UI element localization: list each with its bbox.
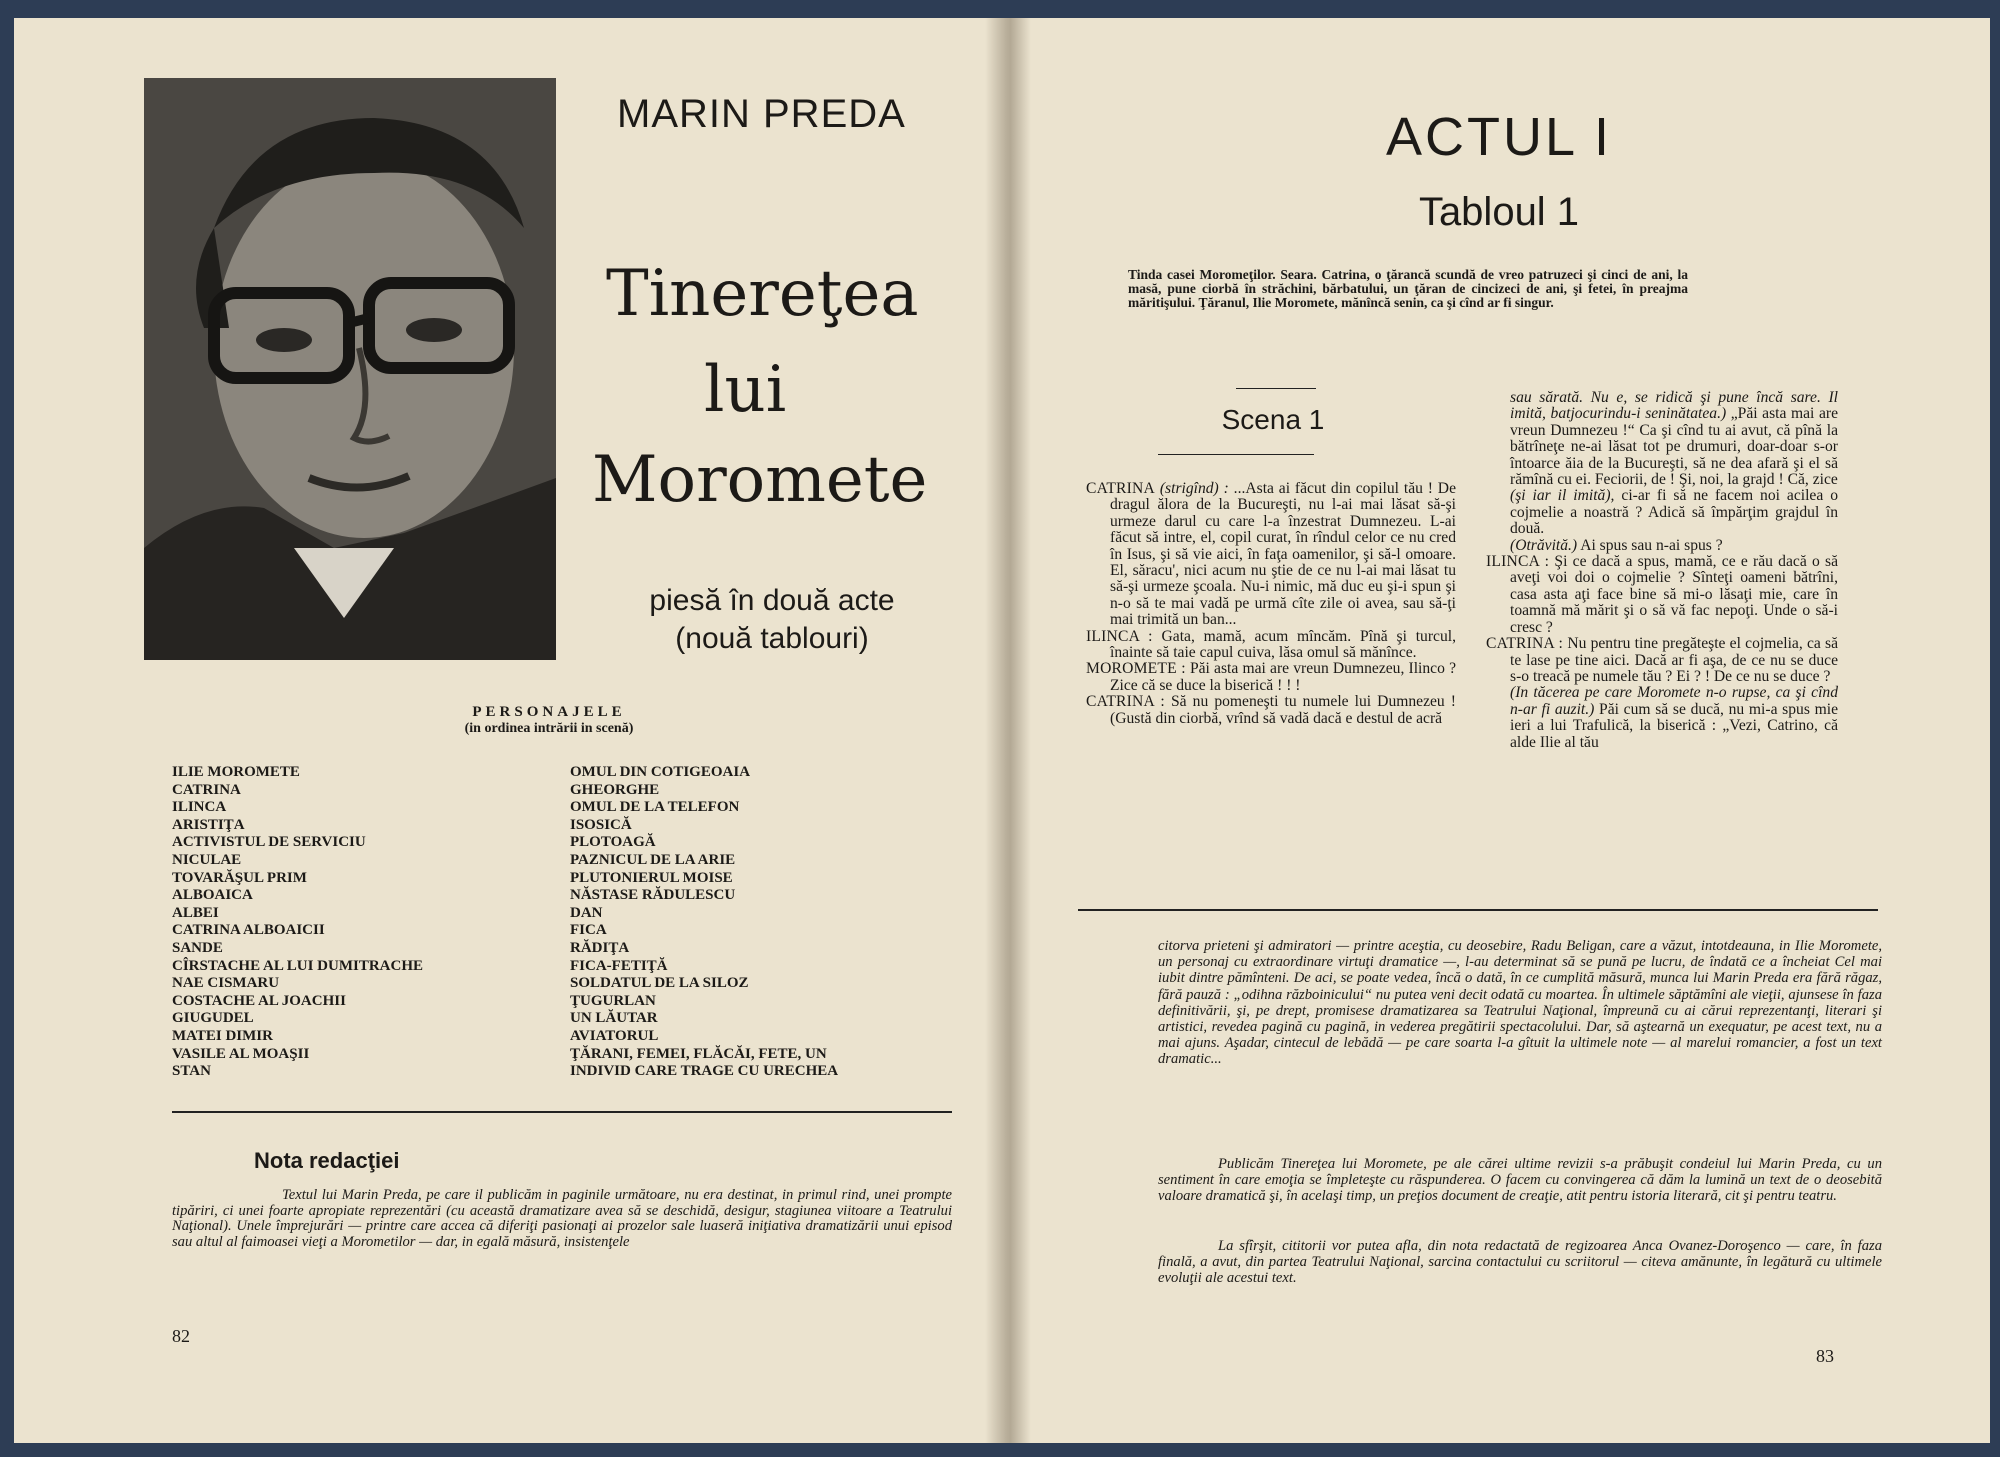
cast-member: AVIATORUL	[570, 1027, 659, 1044]
title-line-2: lui	[704, 353, 787, 427]
dialog-block	[1086, 661, 1456, 694]
personaje-heading: PERSONAJELE	[472, 704, 626, 720]
dialog-text: Nu pentru tine pregăteşte el cojmelia, ca să te lase pe tine aici. Dacă ar fi aşa, de ce nu se duce s-o treacă pe numele tău ? Ei ? ! De ce nu se duce ?	[1510, 635, 1839, 685]
dialog-speaker: CATRINA :	[1086, 693, 1165, 711]
cast-member: RĂDIŢA	[570, 939, 630, 956]
cast-member: MATEI DIMIR	[172, 1027, 273, 1044]
page-number-left: 82	[172, 1326, 190, 1346]
cast-column-2	[570, 764, 990, 1081]
dialog-text: Păi asta mai are vreun Dumnezeu, Ilinco ? Zice că se duce la biserică ! ! !	[1110, 660, 1457, 694]
cast-member: OMUL DIN COTIGEOAIA	[570, 764, 751, 780]
cast-member: ILIE MOROMETE	[172, 764, 300, 780]
dialog-text: Şi ce dacă a spus, mamă, ce e rău dacă o să aveţi voi doi o cojmelie ? Sînteţi oameni bătrîni, casa asta aţi face bine să mi-o lăsaţi mie, care în toamnă mă mărit şi o să vă fac nepoţi. Unde o să-i cresc ?	[1510, 553, 1838, 636]
cast-member: SOLDATUL DE LA SILOZ	[570, 975, 749, 992]
cast-member: FICA	[570, 922, 607, 939]
dialog-block	[1486, 636, 1838, 685]
dialog-text: Ai spus sau n-ai spus ?	[1580, 536, 1723, 554]
cast-member: FICA-FETIŢĂ	[570, 957, 668, 974]
scena-rule-bottom	[1158, 454, 1314, 455]
dialog-column-2	[1486, 390, 1838, 751]
dialog-speaker: ILINCA :	[1086, 627, 1153, 645]
dialog-speaker: CATRINA	[1086, 480, 1155, 497]
cast-member: CATRINA	[172, 781, 241, 798]
cast-member: SANDE	[172, 939, 223, 956]
dialog-block	[1486, 685, 1838, 751]
title-line-3: Moromete	[592, 443, 928, 517]
right-page	[1008, 18, 1990, 1443]
cast-member: NICULAE	[172, 851, 242, 868]
cast-member: OMUL DE LA TELEFON	[570, 799, 740, 816]
cast-member: ALBEI	[172, 904, 219, 921]
dialog-text: Păi cum să se ducă, nu mi-a spus mie ieri a lui Trafulică, la biserică : „Vezi, Catrino, că alde Ilie al tău	[1510, 700, 1838, 751]
dialog-text: Să nu pomeneşti tu numele lui Dumnezeu ! (Gustă din ciorbă, vrînd să vadă dacă e destul de acră	[1110, 693, 1456, 727]
note-title: Nota redacţiei	[254, 1148, 400, 1173]
dialog-block	[1086, 694, 1456, 727]
subtitle-line-1: piesă în două acte	[649, 584, 895, 617]
cast-member: STAN	[172, 1063, 211, 1080]
scena-rule-top	[1236, 388, 1316, 389]
cast-member: COSTACHE AL JOACHII	[172, 992, 346, 1009]
cast-member: ISOSICĂ	[570, 816, 632, 833]
note-text: Textul lui Marin Preda, pe care il publicăm in paginile următoare, nu era destinat, in primul rind, unei prompte tipăriri, ci unei foarte apropiate reprezentări (cu această dramatizare avea să se deschidă, desigur, stagiunea viitoare a Teatrului Naţional). Unele împrejurări — printre care accea că diferiţi pasionaţi ai prozelor sale luaseră iniţiativa dramatizării unui episod sau altul al faimoasei vieţi a Morometilor — dar, in egală măsură, insistenţele	[172, 1187, 952, 1250]
dialog-block	[1486, 538, 1838, 554]
author-portrait	[144, 78, 556, 660]
dialog-speaker: ILINCA :	[1486, 553, 1550, 571]
cast-member: GIUGUDEL	[172, 1010, 254, 1027]
cast-member: ARISTIŢA	[172, 816, 245, 833]
cast-member: PLUTONIERUL MOISE	[570, 869, 733, 886]
act-heading: ACTUL I	[1385, 107, 1613, 167]
cast-member: DAN	[570, 904, 603, 921]
dialog-text: „Păi asta mai are vreun Dumnezeu !“ Ca şi cînd tu ai avut, că pînă la bătrîneţe ne-ai lăsat tot pe drumuri, doar-doar s-or întoarce ăia de la Bucureşti, să ne dea afară şi el să rămînă cu ei. Feciorii, de ! Şi, noi, la grajd ! Că, zice	[1510, 405, 1838, 489]
portrait-illustration	[144, 78, 556, 660]
personaje-subheading: (in ordinea intrării in scenă)	[464, 721, 634, 736]
dialog-direction: sau sărată. Nu e, se ridică şi pune încă sare. Il imită, batjocurindu-i seninătatea.)	[1510, 389, 1838, 423]
cast-member: VASILE AL MOAŞII	[172, 1045, 310, 1062]
cast-member: NAE CISMARU	[172, 975, 280, 992]
cast-member: ŢĂRANI, FEMEI, FLĂCĂI, FETE, UN	[570, 1045, 827, 1062]
cast-member: TOVARĂŞUL PRIM	[172, 869, 307, 886]
dialog-text: ...Asta ai făcut din copilul tău ! De dragul ălora de la Bucureşti, nu l-ai mai lăsat să-şi urmeze darul cu care l-a înzestrat Dumnezeu. L-ai făcut să intre, el, copil curat, în rîndul celor ce nu cred în Isus, şi să vie aici, în faţa oamenilor, şi să-l omoare. El, săracu', nici acum nu ştie de ce nu l-ai mai lăsat tu să-şi urmeze şcoala. Nu-i nimic, mă duc eu şi-i spun şi n-o să te mai vadă pe urmă cîte zile oi avea, sau să-ţi mai trimită un ban...	[1110, 480, 1456, 629]
cast-member: ILINCA	[172, 799, 227, 816]
stage-direction: Tinda casei Moromeţilor. Seara. Catrina, o ţărancă scundă de vreo patruzeci şi cinci de ani, la masă, pune ciorbă în străchini, bărbatului, un ţăran de cincizeci de ani, şi fetei, în preajma măritişului. Ţăranul, Ilie Moromete, mănîncă senin, ca şi cînd ar fi singur.	[1128, 267, 1688, 310]
dialog-text: Gata, mamă, acum mîncăm. Pînă şi turcul, înainte să taie capul cuiva, lăsa omul să mănînce.	[1110, 627, 1456, 662]
note-paragraph-3: La sfîrşit, cititorii vor putea afla, din nota redactată de regizoarea Anca Ovanez-Doroşenco — care, în faza finală, a avut, din partea Teatrului Naţional, sarcina contactului cu scriitorul — citeva amănunte, în legătură cu ultimele evoluţii ale acestui text.	[1158, 1238, 1882, 1287]
author-name: MARIN PREDA	[617, 92, 906, 136]
dialog-column-1	[1086, 481, 1456, 727]
title-line-1: Tinereţea	[606, 257, 919, 331]
cast-member: UN LĂUTAR	[570, 1010, 658, 1027]
cast-divider	[172, 1111, 952, 1113]
cast-member: NĂSTASE RĂDULESCU	[570, 887, 736, 904]
dialog-divider	[1078, 909, 1878, 911]
cast-member: ACTIVISTUL DE SERVICIU	[172, 834, 366, 851]
cast-member: GHEORGHE	[570, 781, 660, 798]
page-number-right: 83	[1816, 1346, 1834, 1366]
dialog-direction: (In tăcerea pe care Moromete n-o rupse, ca şi cînd n-ar fi auzit.)	[1510, 684, 1838, 718]
cast-member: CATRINA ALBOAICII	[172, 922, 325, 939]
dialog-block	[1486, 390, 1838, 488]
subtitle-line-2: (nouă tablouri)	[675, 622, 869, 655]
cast-column-1	[172, 764, 572, 1081]
dialog-block	[1486, 554, 1838, 636]
dialog-text: ci-ar fi să ne facem noi acilea o cojmelie a noastră ? Adică să împărţim grajdul în două.	[1510, 487, 1838, 538]
scena-heading: Scena 1	[1221, 404, 1325, 435]
dialog-block	[1086, 481, 1456, 629]
cast-member: PAZNICUL DE LA ARIE	[570, 851, 736, 868]
dialog-block	[1486, 488, 1838, 537]
note-paragraph-2: Publicăm Tinereţea lui Moromete, pe ale cărei ultime revizii s-a prăbuşit condeiul lui Marin Preda, cu un sentiment în care emoţia se împleteşte cu răspunderea. O facem cu convingerea că dăm la lumină un text de o deosebită valoare dramatică şi, în acelaşi timp, un preţios document de creaţie, atit pentru istoria literară, cit şi pentru teatru.	[1158, 1156, 1882, 1205]
left-page	[14, 18, 1008, 1443]
dialog-direction: (Otrăvită.)	[1510, 536, 1578, 554]
dialog-direction: (strigînd) :	[1159, 480, 1229, 497]
tablou-heading: Tabloul 1	[1418, 190, 1580, 234]
book-gutter	[985, 18, 1031, 1443]
note-continuation: citorva prieteni şi admiratori — printre aceştia, cu deosebire, Radu Beligan, care a văzut, intotdeauna, in Ilie Moromete, un personaj cu extraordinare virtuţi dramatice —, l-au determinat să se pună pe lucru, de îndată ce a încheiat Cel mai iubit dintre pămînteni. De aci, se poate vedea, încă o dată, în ce cumplită măsură, munca lui Marin Preda era fără răgaz, fără pauză : „odihna războinicului“ nu putea veni decit odată cu moartea. În ultimele săptămîni ale vieţii, ajunsese în faza definitivării, şi, pe drept, promisese dramatizarea sa Teatrului Naţional, împreună cu ai cărui reprezentanţi, literari şi artistici, revedea pagină cu pagină, in vederea pregătirii spectacolului. Dar, să aştearnă un exequatur, pe acest text, nu a mai ajuns. Aşadar, cintecul de lebădă — pe care soarta l-a gîtuit la ultimele note — al marelui romancier, a fost un text dramatic...	[1158, 938, 1882, 1068]
dialog-speaker: CATRINA :	[1486, 635, 1564, 653]
dialog-block	[1086, 629, 1456, 662]
cast-member: INDIVID CARE TRAGE CU URECHEA	[570, 1063, 839, 1080]
cast-member: CÎRSTACHE AL LUI DUMITRACHE	[172, 957, 424, 974]
dialog-direction: (şi iar il imită),	[1510, 487, 1615, 505]
cast-member: ŢUGURLAN	[570, 992, 656, 1009]
dialog-speaker: MOROMETE :	[1086, 660, 1186, 678]
cast-member: PLOTOAGĂ	[570, 834, 656, 851]
cast-member: ALBOAICA	[172, 887, 253, 904]
